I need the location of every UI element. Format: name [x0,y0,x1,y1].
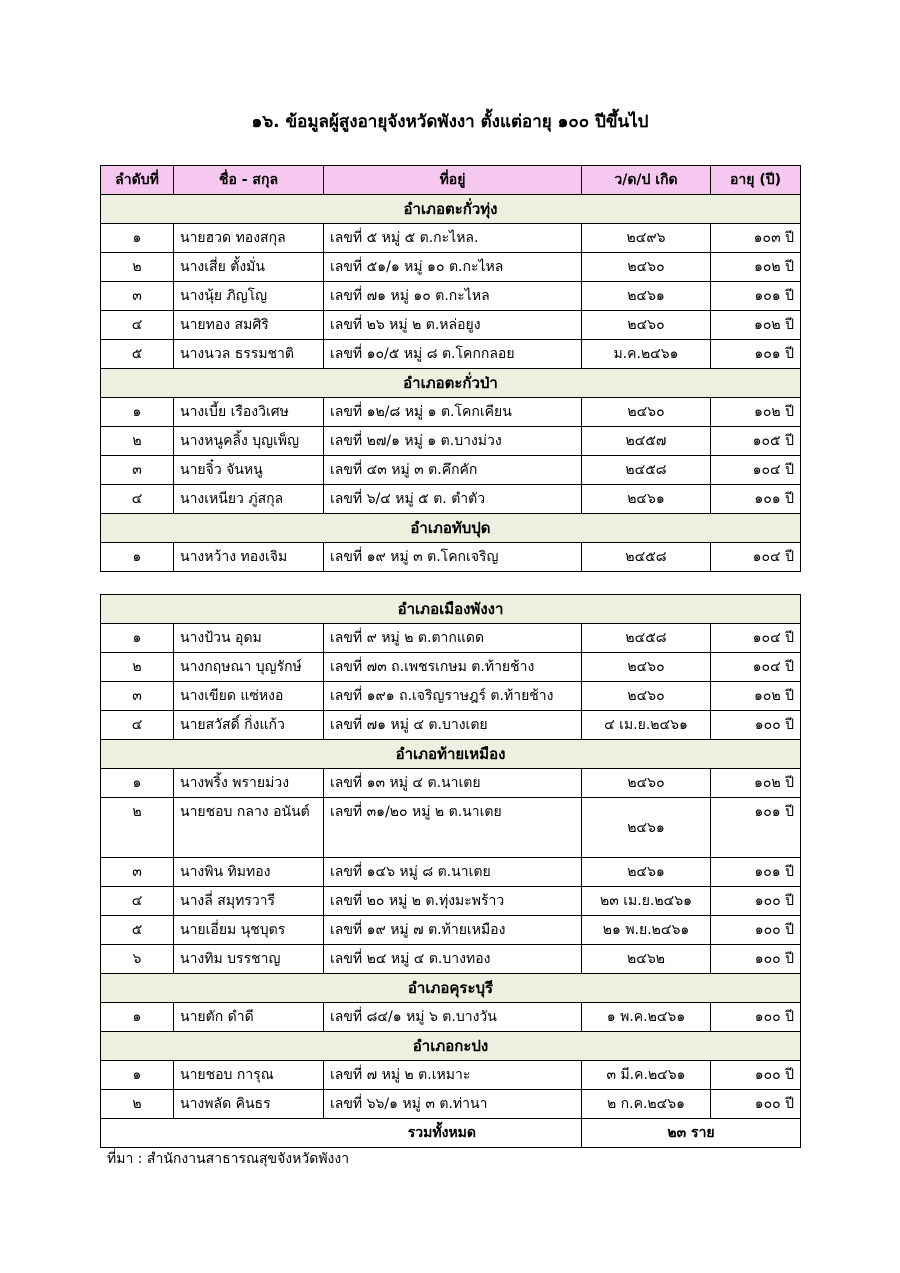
age: ๑๐๐ ปี [711,887,801,916]
age: ๑๐๑ ปี [711,485,801,514]
address: เลขที่ ๑๙ หมู่ ๗ ต.ท้ายเหมือง [324,916,582,945]
row-number: ๕ [101,916,174,945]
table-row [101,485,801,514]
birth-date: ๒๔๙๖ [582,224,711,253]
table-row [101,798,801,858]
age: ๑๐๒ ปี [711,398,801,427]
person-name: นายตัก ดำดี [174,1003,324,1032]
person-name: นางป้วน อุดม [174,624,324,653]
address: เลขที่ ๗๓ ถ.เพชรเกษม ต.ท้ายช้าง [324,653,582,682]
table-row [101,1003,801,1032]
row-number: ๑ [101,398,174,427]
address: เลขที่ ๒๖ หมู่ ๒ ต.หล่อยูง [324,311,582,340]
age: ๑๐๔ ปี [711,653,801,682]
address: เลขที่ ๑๙๑ ถ.เจริญราษฎร์ ต.ท้ายช้าง [324,682,582,711]
address: เลขที่ ๑๓ หมู่ ๔ ต.นาเตย [324,769,582,798]
address: เลขที่ ๕๑/๑ หมู่ ๑๐ ต.กะไหล [324,253,582,282]
table-row [101,427,801,456]
address: เลขที่ ๙ หมู่ ๒ ต.ตากแดด [324,624,582,653]
row-number: ๒ [101,427,174,456]
table-row [101,456,801,485]
age: ๑๐๐ ปี [711,1003,801,1032]
person-name: นายเอี่ยม นุชบุตร [174,916,324,945]
row-number: ๑ [101,1003,174,1032]
row-number: ๑ [101,1061,174,1090]
total-label: รวมทั้งหมด [101,1119,582,1148]
age: ๑๐๐ ปี [711,1061,801,1090]
elderly-table-part-2 [100,594,801,1148]
table-row [101,311,801,340]
row-number: ๔ [101,887,174,916]
header-name: ชื่อ - สกุล [174,166,324,195]
age: ๑๐๐ ปี [711,1090,801,1119]
address: เลขที่ ๗ หมู่ ๒ ต.เหมาะ [324,1061,582,1090]
row-number: ๓ [101,282,174,311]
address: เลขที่ ๔๓ หมู่ ๓ ต.คึกคัก [324,456,582,485]
age: ๑๐๑ ปี [711,282,801,311]
birth-date: ๒๔๕๗ [582,427,711,456]
address: เลขที่ ๑๔๖ หมู่ ๘ ต.นาเตย [324,858,582,887]
person-name: นางลี่ สมุทรวารี [174,887,324,916]
birth-date: ๒๔๖๐ [582,398,711,427]
table-row [101,653,801,682]
row-number: ๖ [101,945,174,974]
person-name: นายทอง สมศิริ [174,311,324,340]
district-name: อำเภอทับปุด [101,514,801,543]
table-row [101,769,801,798]
header-address: ที่อยู่ [324,166,582,195]
person-name: นายชอบ กลาง อนันต์ [174,798,324,858]
person-name: นางกฤษณา บุญรักษ์ [174,653,324,682]
address: เลขที่ ๓๑/๒๐ หมู่ ๒ ต.นาเตย [324,798,582,858]
row-number: ๔ [101,311,174,340]
row-number: ๕ [101,340,174,369]
person-name: นางพลัด คินธร [174,1090,324,1119]
row-number: ๑ [101,624,174,653]
row-number: ๓ [101,456,174,485]
row-number: ๔ [101,485,174,514]
person-name: นายฮวด ทองสกุล [174,224,324,253]
table-row [101,711,801,740]
birth-date: ๒๔๖๑ [582,485,711,514]
birth-date: ๒๔๖๑ [582,282,711,311]
district-row [101,195,801,224]
age: ๑๐๐ ปี [711,711,801,740]
header-birth: ว/ด/ป เกิด [582,166,711,195]
row-number: ๑ [101,769,174,798]
address: เลขที่ ๖๖/๑ หมู่ ๓ ต.ท่านา [324,1090,582,1119]
age: ๑๐๒ ปี [711,769,801,798]
age: ๑๐๔ ปี [711,543,801,572]
table-header-row [101,166,801,195]
age: ๑๐๐ ปี [711,916,801,945]
address: เลขที่ ๘๔/๑ หมู่ ๖ ต.บางวัน [324,1003,582,1032]
person-name: นางทิม บรรชาญ [174,945,324,974]
person-name: นางนุ้ย ภิญโญ [174,282,324,311]
row-number: ๓ [101,858,174,887]
district-name: อำเภอตะกั่วป่า [101,369,801,398]
address: เลขที่ ๕ หมู่ ๕ ต.กะไหล. [324,224,582,253]
birth-date: ม.ค.๒๔๖๑ [582,340,711,369]
page-title: ๑๖. ข้อมูลผู้สูงอายุจังหวัดพังงา ตั้งแต่อายุ ๑๐๐ ปีขึ้นไป [251,112,649,132]
address: เลขที่ ๒๔ หมู่ ๔ ต.บางทอง [324,945,582,974]
person-name: นางเหนียว ภู่สกุล [174,485,324,514]
birth-date: ๓ มี.ค.๒๔๖๑ [582,1061,711,1090]
age: ๑๐๔ ปี [711,456,801,485]
row-number: ๒ [101,253,174,282]
table-row [101,916,801,945]
birth-date: ๒ ก.ค.๒๔๖๑ [582,1090,711,1119]
birth-date: ๒๑ พ.ย.๒๔๖๑ [582,916,711,945]
person-name: นางนวล ธรรมชาติ [174,340,324,369]
table-row [101,282,801,311]
address: เลขที่ ๗๑ หมู่ ๔ ต.บางเตย [324,711,582,740]
table-row [101,398,801,427]
address: เลขที่ ๗๑ หมู่ ๑๐ ต.กะไหล [324,282,582,311]
birth-date: ๒๔๕๘ [582,456,711,485]
header-no: ลำดับที่ [101,166,174,195]
district-name: อำเภอเมืองพังงา [101,595,801,624]
age: ๑๐๒ ปี [711,311,801,340]
age: ๑๐๒ ปี [711,682,801,711]
address: เลขที่ ๑๒/๘ หมู่ ๑ ต.โคกเคียน [324,398,582,427]
district-name: อำเภอกะปง [101,1032,801,1061]
row-number: ๔ [101,711,174,740]
table-row [101,945,801,974]
district-name: อำเภอตะกั่วทุ่ง [101,195,801,224]
person-name: นางเสี่ย ตั้งมั่น [174,253,324,282]
birth-date: ๒๔๖๐ [582,253,711,282]
row-number: ๒ [101,798,174,858]
district-row [101,1032,801,1061]
district-row [101,740,801,769]
person-name: นางหนูคลิ้ง บุญเพ็ญ [174,427,324,456]
address: เลขที่ ๑๙ หมู่ ๓ ต.โคกเจริญ [324,543,582,572]
birth-date: ๔ เม.ย.๒๔๖๑ [582,711,711,740]
table-row [101,1061,801,1090]
total-row [101,1119,801,1148]
address: เลขที่ ๒๗/๑ หมู่ ๑ ต.บางม่วง [324,427,582,456]
age: ๑๐๑ ปี [711,340,801,369]
address: เลขที่ ๖/๔ หมู่ ๕ ต. ตำตัว [324,485,582,514]
row-number: ๓ [101,682,174,711]
birth-date: ๒๔๕๘ [582,624,711,653]
age: ๑๐๑ ปี [711,858,801,887]
birth-date: ๒๔๖๐ [582,682,711,711]
row-number: ๑ [101,543,174,572]
birth-date: ๒๔๖๑ [582,858,711,887]
person-name: นางพริ้ง พรายม่วง [174,769,324,798]
district-row [101,369,801,398]
address: เลขที่ ๒๐ หมู่ ๒ ต.ทุ่งมะพร้าว [324,887,582,916]
address: เลขที่ ๑๐/๕ หมู่ ๘ ต.โคกกลอย [324,340,582,369]
age: ๑๐๔ ปี [711,624,801,653]
birth-date: ๒๔๖๐ [582,311,711,340]
table-row [101,253,801,282]
age: ๑๐๒ ปี [711,253,801,282]
birth-date: ๒๔๕๘ [582,543,711,572]
district-name: อำเภอท้ายเหมือง [101,740,801,769]
birth-date: ๑ พ.ค.๒๔๖๑ [582,1003,711,1032]
birth-date: ๒๔๖๑ [582,798,711,858]
total-value: ๒๓ ราย [582,1119,801,1148]
person-name: นางเบี้ย เรืองวิเศษ [174,398,324,427]
district-name: อำเภอคุระบุรี [101,974,801,1003]
age: ๑๐๑ ปี [711,798,801,858]
person-name: นายจิ๋ว จันหนู [174,456,324,485]
district-row [101,595,801,624]
row-number: ๒ [101,1090,174,1119]
birth-date: ๒๔๖๐ [582,769,711,798]
person-name: นางเขียด แซ่หงอ [174,682,324,711]
table-row [101,224,801,253]
person-name: นางหว้าง ทองเจิม [174,543,324,572]
table-row [101,543,801,572]
age: ๑๐๕ ปี [711,427,801,456]
age: ๑๐๐ ปี [711,945,801,974]
row-number: ๒ [101,653,174,682]
birth-date: ๒๓ เม.ย.๒๔๖๑ [582,887,711,916]
person-name: นายสวัสดิ์ กิ่งแก้ว [174,711,324,740]
table-row [101,1090,801,1119]
source-note: ที่มา : สำนักงานสาธารณสุขจังหวัดพังงา [107,1151,350,1167]
person-name: นายชอบ การุณ [174,1061,324,1090]
age: ๑๐๓ ปี [711,224,801,253]
birth-date: ๒๔๖๒ [582,945,711,974]
row-number: ๑ [101,224,174,253]
person-name: นางพิน ทิมทอง [174,858,324,887]
elderly-table-part-1 [100,165,801,572]
table-row [101,340,801,369]
table-row [101,887,801,916]
table-row [101,682,801,711]
district-row [101,514,801,543]
table-row [101,858,801,887]
table-row [101,624,801,653]
header-age: อายุ (ปี) [711,166,801,195]
district-row [101,974,801,1003]
birth-date: ๒๔๖๐ [582,653,711,682]
